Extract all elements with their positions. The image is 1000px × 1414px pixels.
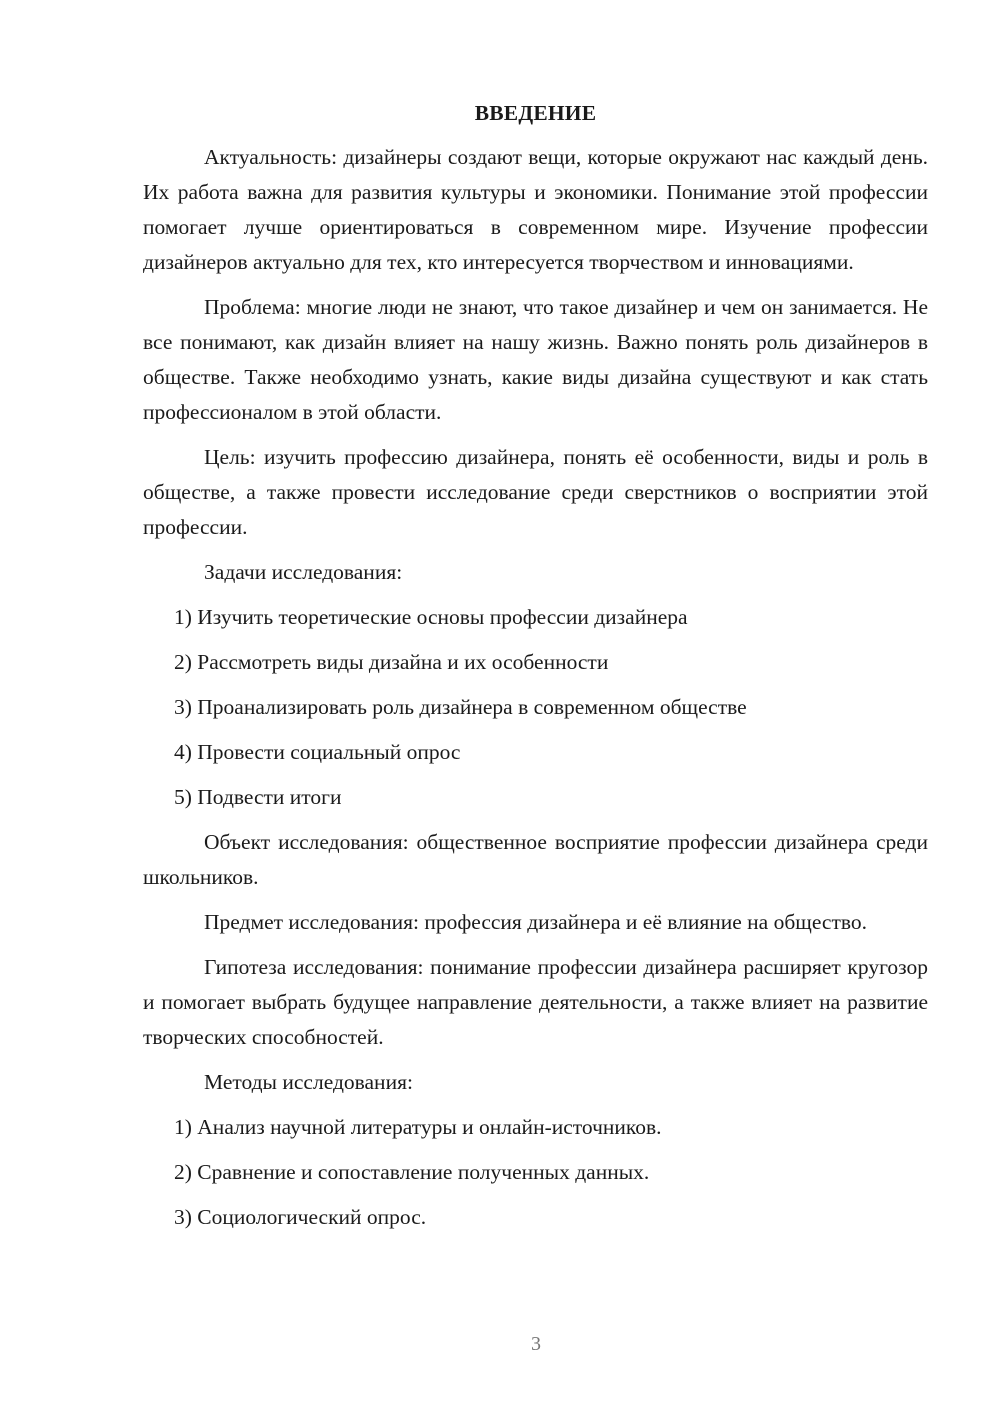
document-page [143,96,928,1245]
method-item: 3) Социологический опрос. [174,1205,427,1229]
hypothesis-paragraph: Гипотеза исследования: понимание профессии дизайнера расширяет кругозор и помогает выбрать будущее направление деятельности, а также влияет на развитие творческих способностей. [143,955,928,1049]
tasks-heading: Задачи исследования: [204,560,403,584]
page-number: 3 [531,1333,541,1355]
section-title: ВВЕДЕНИЕ [474,101,597,125]
task-item: 2) Рассмотреть виды дизайна и их особенности [174,650,609,674]
task-item: 4) Провести социальный опрос [174,740,461,764]
goal-paragraph: Цель: изучить профессию дизайнера, понять её особенности, виды и роль в обществе, а также провести исследование среди сверстников о восприятии этой профессии. [143,445,928,539]
problem-paragraph: Проблема: многие люди не знают, что такое дизайнер и чем он занимается. Не все понимают, как дизайн влияет на нашу жизнь. Важно понять роль дизайнеров в обществе. Также необходимо узнать, какие виды дизайна существуют и как стать профессионалом в этой области. [143,295,928,424]
method-item: 1) Анализ научной литературы и онлайн-источников. [174,1115,662,1139]
task-item: 5) Подвести итоги [174,785,342,809]
task-item: 3) Проанализировать роль дизайнера в современном обществе [174,695,747,719]
subject-paragraph: Предмет исследования: профессия дизайнера и её влияние на общество. [204,910,867,934]
methods-heading: Методы исследования: [204,1070,413,1094]
relevance-paragraph: Актуальность: дизайнеры создают вещи, которые окружают нас каждый день. Их работа важна для развития культуры и экономики. Понимание этой профессии помогает лучше ориентироваться в современном мире. Изучение профессии дизайнеров актуально для тех, кто интересуется творчеством и инновациями. [143,145,928,274]
tasks-list [143,600,928,815]
object-paragraph: Объект исследования: общественное восприятие профессии дизайнера среди школьников. [143,830,928,889]
method-item: 2) Сравнение и сопоставление полученных данных. [174,1160,650,1184]
task-item: 1) Изучить теоретические основы профессии дизайнера [174,605,688,629]
methods-list [143,1110,928,1235]
